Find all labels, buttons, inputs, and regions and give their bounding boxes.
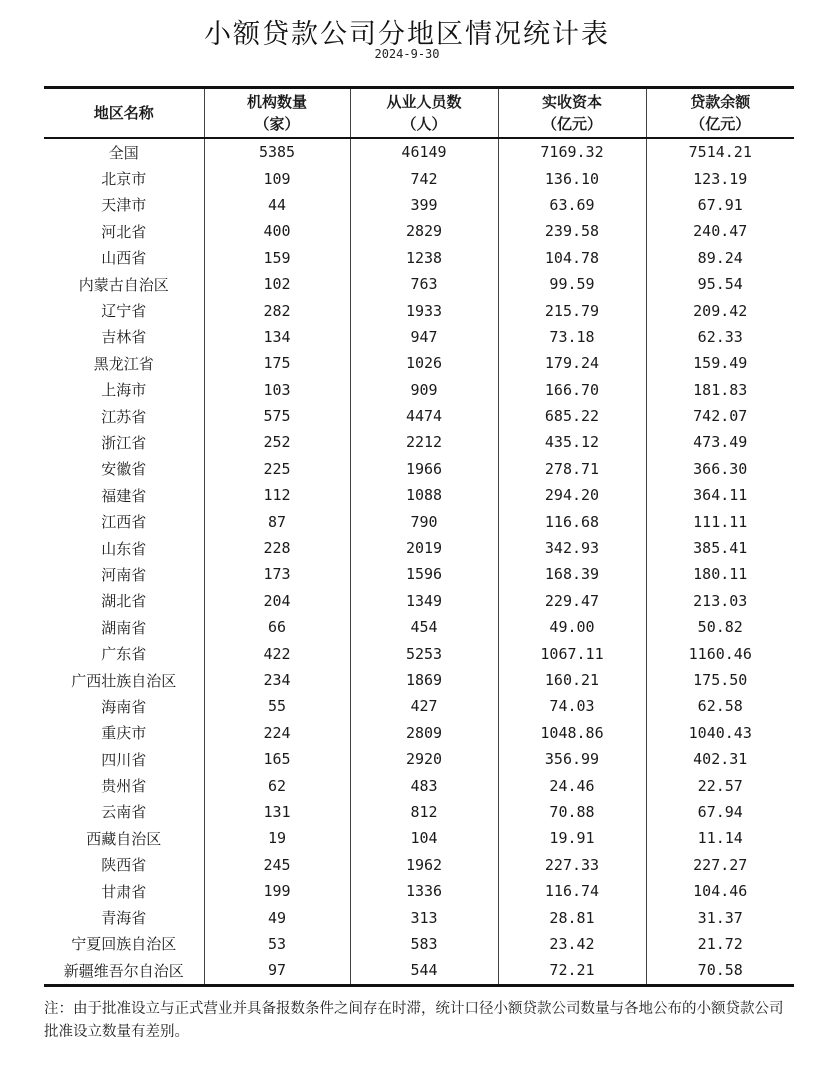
institutions-cell: 134 <box>204 324 350 350</box>
capital-cell: 7169.32 <box>498 138 646 165</box>
capital-cell: 116.68 <box>498 508 646 534</box>
capital-cell: 24.46 <box>498 772 646 798</box>
region-cell: 天津市 <box>101 196 147 215</box>
header-region: 地区名称 <box>44 88 204 139</box>
table-row <box>44 588 794 614</box>
employees-cell: 427 <box>350 693 498 719</box>
employees-cell: 947 <box>350 324 498 350</box>
table-row <box>44 667 794 693</box>
capital-cell: 104.78 <box>498 245 646 271</box>
employees-cell: 544 <box>350 957 498 985</box>
region-cell: 四川省 <box>101 750 147 769</box>
region-cell: 辽宁省 <box>101 302 147 321</box>
loan-balance-cell: 111.11 <box>646 508 794 534</box>
table-row <box>44 271 794 297</box>
employees-cell: 2829 <box>350 218 498 244</box>
header-paid-in-capital: 实收资本 （亿元） <box>498 88 646 139</box>
institutions-cell: 165 <box>204 746 350 772</box>
employees-cell: 1349 <box>350 588 498 614</box>
table-header-row <box>44 88 794 139</box>
employees-cell: 2019 <box>350 535 498 561</box>
employees-cell: 1238 <box>350 245 498 271</box>
table-row <box>44 324 794 350</box>
region-cell: 吉林省 <box>101 328 147 347</box>
institutions-cell: 175 <box>204 350 350 376</box>
capital-cell: 342.93 <box>498 535 646 561</box>
institutions-cell: 49 <box>204 904 350 930</box>
header-institutions: 机构数量 （家） <box>204 88 350 139</box>
region-cell: 陕西省 <box>101 856 147 875</box>
table-row <box>44 138 794 165</box>
institutions-cell: 225 <box>204 456 350 482</box>
employees-cell: 909 <box>350 377 498 403</box>
loan-balance-cell: 67.91 <box>646 192 794 218</box>
loan-balance-cell: 21.72 <box>646 931 794 957</box>
capital-cell: 73.18 <box>498 324 646 350</box>
region-cell: 广西壮族自治区 <box>71 671 177 690</box>
header-loan-balance: 贷款余额 （亿元） <box>646 88 794 139</box>
institutions-cell: 19 <box>204 825 350 851</box>
loan-balance-cell: 159.49 <box>646 350 794 376</box>
table-row <box>44 799 794 825</box>
capital-cell: 19.91 <box>498 825 646 851</box>
institutions-cell: 102 <box>204 271 350 297</box>
institutions-cell: 109 <box>204 165 350 191</box>
loan-balance-cell: 22.57 <box>646 772 794 798</box>
loan-balance-cell: 180.11 <box>646 561 794 587</box>
capital-cell: 23.42 <box>498 931 646 957</box>
employees-cell: 1088 <box>350 482 498 508</box>
capital-cell: 239.58 <box>498 218 646 244</box>
loan-balance-cell: 213.03 <box>646 588 794 614</box>
table-row <box>44 218 794 244</box>
institutions-cell: 173 <box>204 561 350 587</box>
employees-cell: 2212 <box>350 429 498 455</box>
region-cell: 贵州省 <box>101 777 147 796</box>
loan-balance-cell: 385.41 <box>646 535 794 561</box>
region-cell: 海南省 <box>101 697 147 716</box>
table-row <box>44 377 794 403</box>
table-row <box>44 878 794 904</box>
institutions-cell: 44 <box>204 192 350 218</box>
table-row <box>44 825 794 851</box>
region-cell: 河南省 <box>101 565 147 584</box>
table-row <box>44 456 794 482</box>
employees-cell: 1336 <box>350 878 498 904</box>
page-title: 小额贷款公司分地区情况统计表 <box>204 19 610 50</box>
region-cell: 上海市 <box>101 381 147 400</box>
table-row <box>44 350 794 376</box>
table-row <box>44 165 794 191</box>
loan-balance-cell: 742.07 <box>646 403 794 429</box>
table-row <box>44 772 794 798</box>
institutions-cell: 53 <box>204 931 350 957</box>
institutions-cell: 66 <box>204 614 350 640</box>
loan-balance-cell: 67.94 <box>646 799 794 825</box>
capital-cell: 160.21 <box>498 667 646 693</box>
loan-balance-cell: 31.37 <box>646 904 794 930</box>
employees-cell: 812 <box>350 799 498 825</box>
loan-balance-cell: 1040.43 <box>646 720 794 746</box>
loan-balance-cell: 70.58 <box>646 957 794 985</box>
statistics-table <box>44 86 794 987</box>
institutions-cell: 62 <box>204 772 350 798</box>
loan-balance-cell: 364.11 <box>646 482 794 508</box>
capital-cell: 179.24 <box>498 350 646 376</box>
region-cell: 内蒙古自治区 <box>78 275 169 294</box>
loan-balance-cell: 95.54 <box>646 271 794 297</box>
capital-cell: 229.47 <box>498 588 646 614</box>
header-employees: 从业人员数 （人） <box>350 88 498 139</box>
employees-cell: 104 <box>350 825 498 851</box>
table-row <box>44 640 794 666</box>
region-cell: 青海省 <box>101 909 147 928</box>
table-row <box>44 904 794 930</box>
capital-cell: 227.33 <box>498 852 646 878</box>
institutions-cell: 245 <box>204 852 350 878</box>
employees-cell: 313 <box>350 904 498 930</box>
employees-cell: 1026 <box>350 350 498 376</box>
institutions-cell: 224 <box>204 720 350 746</box>
employees-cell: 1596 <box>350 561 498 587</box>
table-row <box>44 192 794 218</box>
institutions-cell: 228 <box>204 535 350 561</box>
table-row <box>44 614 794 640</box>
employees-cell: 5253 <box>350 640 498 666</box>
table-row <box>44 245 794 271</box>
region-cell: 湖南省 <box>101 618 147 637</box>
region-cell: 河北省 <box>101 222 147 241</box>
capital-cell: 72.21 <box>498 957 646 985</box>
employees-cell: 1869 <box>350 667 498 693</box>
institutions-cell: 575 <box>204 403 350 429</box>
employees-cell: 583 <box>350 931 498 957</box>
loan-balance-cell: 50.82 <box>646 614 794 640</box>
loan-balance-cell: 181.83 <box>646 377 794 403</box>
table-row <box>44 720 794 746</box>
employees-cell: 763 <box>350 271 498 297</box>
region-cell: 重庆市 <box>101 724 147 743</box>
loan-balance-cell: 89.24 <box>646 245 794 271</box>
employees-cell: 399 <box>350 192 498 218</box>
table-row <box>44 561 794 587</box>
table-row <box>44 693 794 719</box>
employees-cell: 454 <box>350 614 498 640</box>
region-cell: 江西省 <box>101 513 147 532</box>
capital-cell: 166.70 <box>498 377 646 403</box>
capital-cell: 168.39 <box>498 561 646 587</box>
institutions-cell: 252 <box>204 429 350 455</box>
employees-cell: 2920 <box>350 746 498 772</box>
region-cell: 湖北省 <box>101 592 147 611</box>
region-cell: 江苏省 <box>101 407 147 426</box>
region-cell: 甘肃省 <box>101 882 147 901</box>
loan-balance-cell: 7514.21 <box>646 138 794 165</box>
institutions-cell: 159 <box>204 245 350 271</box>
employees-cell: 742 <box>350 165 498 191</box>
institutions-cell: 400 <box>204 218 350 244</box>
capital-cell: 28.81 <box>498 904 646 930</box>
employees-cell: 4474 <box>350 403 498 429</box>
capital-cell: 116.74 <box>498 878 646 904</box>
loan-balance-cell: 62.33 <box>646 324 794 350</box>
capital-cell: 685.22 <box>498 403 646 429</box>
table-row <box>44 931 794 957</box>
table-row <box>44 482 794 508</box>
report-date: 2024-9-30 <box>374 47 440 61</box>
capital-cell: 70.88 <box>498 799 646 825</box>
loan-balance-cell: 1160.46 <box>646 640 794 666</box>
capital-cell: 49.00 <box>498 614 646 640</box>
capital-cell: 294.20 <box>498 482 646 508</box>
capital-cell: 435.12 <box>498 429 646 455</box>
table-row <box>44 297 794 323</box>
capital-cell: 63.69 <box>498 192 646 218</box>
capital-cell: 1048.86 <box>498 720 646 746</box>
region-cell: 全国 <box>108 143 139 162</box>
capital-cell: 356.99 <box>498 746 646 772</box>
loan-balance-cell: 402.31 <box>646 746 794 772</box>
table-row <box>44 429 794 455</box>
table-body <box>44 138 794 985</box>
institutions-cell: 234 <box>204 667 350 693</box>
institutions-cell: 204 <box>204 588 350 614</box>
capital-cell: 278.71 <box>498 456 646 482</box>
loan-balance-cell: 240.47 <box>646 218 794 244</box>
table-row <box>44 852 794 878</box>
employees-cell: 483 <box>350 772 498 798</box>
employees-cell: 1933 <box>350 297 498 323</box>
employees-cell: 1962 <box>350 852 498 878</box>
region-cell: 云南省 <box>101 803 147 822</box>
institutions-cell: 5385 <box>204 138 350 165</box>
capital-cell: 99.59 <box>498 271 646 297</box>
region-cell: 安徽省 <box>101 460 147 479</box>
region-cell: 黑龙江省 <box>93 354 154 373</box>
institutions-cell: 422 <box>204 640 350 666</box>
institutions-cell: 282 <box>204 297 350 323</box>
region-cell: 宁夏回族自治区 <box>71 935 177 954</box>
capital-cell: 136.10 <box>498 165 646 191</box>
table-row <box>44 403 794 429</box>
loan-balance-cell: 175.50 <box>646 667 794 693</box>
region-cell: 北京市 <box>101 170 147 189</box>
table-row <box>44 746 794 772</box>
institutions-cell: 55 <box>204 693 350 719</box>
region-cell: 山东省 <box>101 539 147 558</box>
employees-cell: 2809 <box>350 720 498 746</box>
loan-balance-cell: 11.14 <box>646 825 794 851</box>
capital-cell: 1067.11 <box>498 640 646 666</box>
loan-balance-cell: 104.46 <box>646 878 794 904</box>
capital-cell: 215.79 <box>498 297 646 323</box>
loan-balance-cell: 227.27 <box>646 852 794 878</box>
region-cell: 山西省 <box>101 249 147 268</box>
region-cell: 浙江省 <box>101 433 147 452</box>
capital-cell: 74.03 <box>498 693 646 719</box>
institutions-cell: 103 <box>204 377 350 403</box>
footnote: 注：由于批准设立与正式营业并具备报数条件之间存在时滞，统计口径小额贷款公司数量与各地公布的小额贷款公司批准设立数量有差别。 <box>44 1001 784 1040</box>
region-cell: 广东省 <box>101 645 147 664</box>
table-row <box>44 508 794 534</box>
employees-cell: 790 <box>350 508 498 534</box>
institutions-cell: 87 <box>204 508 350 534</box>
institutions-cell: 97 <box>204 957 350 985</box>
employees-cell: 46149 <box>350 138 498 165</box>
table-row <box>44 535 794 561</box>
employees-cell: 1966 <box>350 456 498 482</box>
table-row <box>44 957 794 985</box>
region-cell: 西藏自治区 <box>86 829 162 848</box>
loan-balance-cell: 209.42 <box>646 297 794 323</box>
loan-balance-cell: 473.49 <box>646 429 794 455</box>
loan-balance-cell: 123.19 <box>646 165 794 191</box>
institutions-cell: 112 <box>204 482 350 508</box>
region-cell: 新疆维吾尔自治区 <box>44 957 204 985</box>
institutions-cell: 131 <box>204 799 350 825</box>
loan-balance-cell: 62.58 <box>646 693 794 719</box>
region-cell: 福建省 <box>101 486 147 505</box>
loan-balance-cell: 366.30 <box>646 456 794 482</box>
institutions-cell: 199 <box>204 878 350 904</box>
